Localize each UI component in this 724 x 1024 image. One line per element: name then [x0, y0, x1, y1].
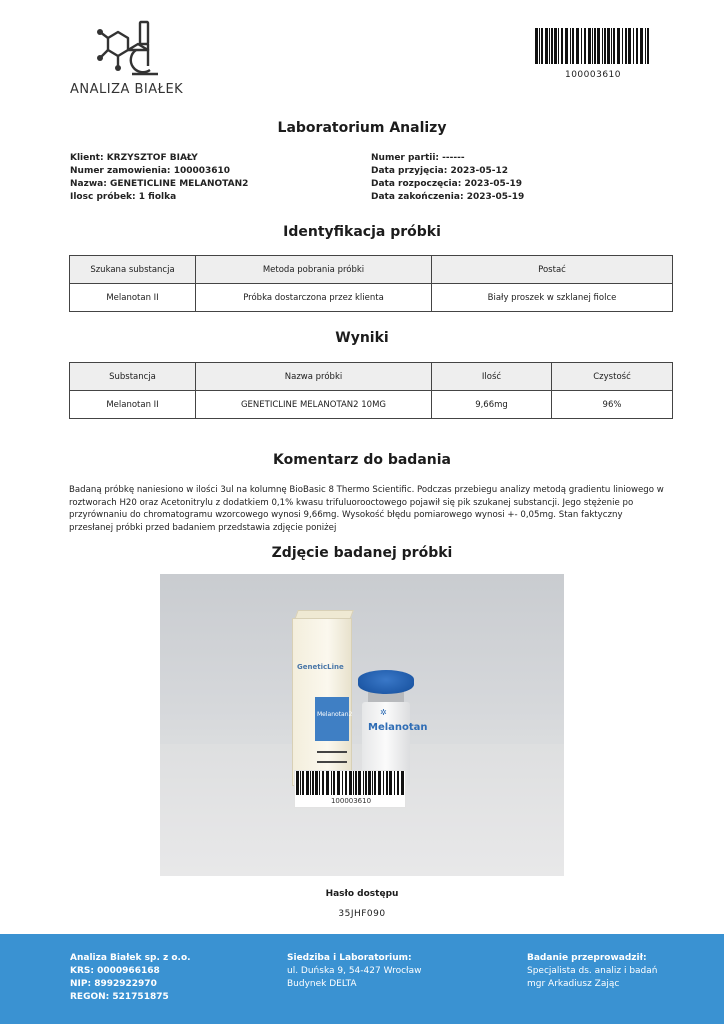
barcode-bar — [342, 771, 343, 795]
product-box — [292, 618, 352, 786]
photo-barcode — [294, 770, 406, 808]
client-row — [70, 152, 248, 165]
logo-text: ANALIZA BIAŁEK — [70, 82, 184, 97]
end-date-value: 2023-05-19 — [466, 192, 525, 202]
company-logo — [62, 18, 192, 102]
barcode-bar — [394, 771, 395, 795]
barcode-bar — [306, 771, 309, 795]
photo-heading: Zdjęcie badanej próbki — [271, 545, 453, 561]
barcode-bar — [319, 771, 320, 795]
batch-number-label: Numer partii: — [371, 153, 440, 163]
footer-company-title: Analiza Białek sp. z o.o. — [70, 953, 191, 963]
client-info — [70, 152, 248, 204]
batch-info — [371, 152, 524, 204]
barcode-bar — [302, 771, 304, 795]
barcode-bar — [551, 28, 553, 64]
footer-company — [70, 952, 191, 1004]
footer-specialist: Specjalista ds. analiz i badań — [527, 966, 658, 976]
barcode-bar — [588, 28, 591, 64]
barcode-bar — [570, 28, 571, 64]
footer-seat-title: Siedziba i Laboratorium: — [287, 953, 412, 963]
table-header-row — [70, 256, 673, 284]
barcode-bar — [333, 771, 335, 795]
barcode-bar — [604, 28, 606, 64]
table-cell: Biały proszek w szklanej fiolce — [432, 284, 673, 312]
barcode-bar — [584, 28, 586, 64]
end-date-label: Data zakończenia: — [371, 192, 464, 202]
received-date-label: Data przyjęcia: — [371, 166, 448, 176]
table-header-cell: Ilość — [432, 363, 552, 391]
table-header-cell: Substancja — [70, 363, 196, 391]
table-header-cell: Czystość — [552, 363, 673, 391]
identification-table — [69, 255, 673, 312]
comment-heading: Komentarz do badania — [272, 452, 451, 468]
barcode-bar — [401, 771, 404, 795]
footer-address: ul. Duńska 9, 54-427 Wrocław — [287, 966, 422, 976]
order-number-row — [70, 165, 248, 178]
table-header-cell: Postać — [432, 256, 673, 284]
barcode-bar — [636, 28, 638, 64]
results-table — [69, 362, 673, 419]
barcode-bar — [315, 771, 318, 795]
barcode-bar — [597, 28, 600, 64]
batch-number-value: ------ — [442, 153, 465, 163]
barcode-bar — [611, 28, 612, 64]
password-value: 35JHF090 — [338, 909, 386, 919]
barcode-bar — [565, 28, 568, 64]
footer-building: Budynek DELTA — [287, 979, 357, 989]
footer-name: mgr Arkadiusz Zając — [527, 979, 620, 989]
footer-performed — [527, 952, 658, 991]
barcode-bar — [541, 28, 543, 64]
barcode — [534, 28, 652, 64]
name-value: GENETICLINE MELANOTAN2 — [109, 179, 249, 189]
box-text-lines — [317, 751, 347, 763]
table-header-cell: Metoda pobrania próbki — [196, 256, 432, 284]
footer-regon: REGON: 521751875 — [70, 992, 169, 1002]
footer — [0, 934, 724, 1024]
start-date-row — [371, 178, 524, 191]
barcode-number: 100003610 — [564, 70, 622, 80]
sample-count-row — [70, 191, 248, 204]
barcode-bar — [572, 28, 574, 64]
order-number-label: Numer zamowienia: — [70, 166, 171, 176]
vial-logo-icon: ✲ — [380, 708, 387, 717]
barcode-bar — [554, 28, 557, 64]
barcode-bar — [389, 771, 392, 795]
sample-count-value: 1 fiolka — [138, 192, 177, 202]
barcode-bar — [561, 28, 563, 64]
barcode-bar — [355, 771, 357, 795]
barcode-bar — [326, 771, 329, 795]
barcode-bar — [617, 28, 620, 64]
barcode-bar — [607, 28, 610, 64]
barcode-bar — [558, 28, 559, 64]
barcode-bar — [358, 771, 361, 795]
barcode-bar — [374, 771, 376, 795]
footer-nip: NIP: 8992922970 — [70, 979, 157, 989]
barcode-bar — [363, 771, 364, 795]
box-label — [315, 697, 353, 741]
results-heading: Wyniki — [335, 330, 389, 346]
sample-count-label: Ilosc próbek: — [70, 192, 136, 202]
vial-cap — [358, 670, 414, 694]
footer-performed-title: Badanie przeprowadził: — [527, 953, 647, 963]
barcode-bar — [622, 28, 623, 64]
barcode-bar — [613, 28, 615, 64]
barcode-bar — [337, 771, 340, 795]
barcode-bar — [594, 28, 596, 64]
barcode-bar — [378, 771, 381, 795]
barcode-bar — [647, 28, 649, 64]
barcode-bar — [581, 28, 582, 64]
barcode-bar — [633, 28, 634, 64]
name-row — [70, 178, 248, 191]
barcode-bar — [628, 28, 631, 64]
barcode-bar — [545, 28, 548, 64]
barcode-bar — [365, 771, 367, 795]
barcode-bar — [397, 771, 399, 795]
start-date-value: 2023-05-19 — [464, 179, 523, 189]
footer-seat — [287, 952, 421, 991]
table-header-cell: Szukana substancja — [70, 256, 196, 284]
barcode-bar — [625, 28, 627, 64]
barcode-bar — [331, 771, 332, 795]
table-cell: Melanotan II — [70, 284, 196, 312]
barcode-bar — [345, 771, 347, 795]
photo-barcode-number: 100003610 — [330, 797, 372, 805]
vial-label: Melanotan — [368, 722, 428, 733]
box-brand: GeneticLine — [297, 663, 344, 671]
molecule-microscope-icon — [96, 20, 160, 78]
password-label: Hasło dostępu — [325, 889, 399, 899]
identification-heading: Identyfikacja próbki — [283, 224, 441, 240]
barcode-bar — [539, 28, 540, 64]
name-label: Nazwa: — [70, 179, 107, 189]
barcode-bar — [549, 28, 550, 64]
barcode-bar — [310, 771, 311, 795]
barcode-bar — [640, 28, 643, 64]
order-number-value: 100003610 — [173, 166, 231, 176]
table-cell: 9,66mg — [432, 391, 552, 419]
barcode-bar — [322, 771, 324, 795]
batch-number-row — [371, 152, 524, 165]
barcode-bar — [383, 771, 384, 795]
received-date-row — [371, 165, 524, 178]
barcode-bar — [300, 771, 301, 795]
table-header-cell: Nazwa próbki — [196, 363, 432, 391]
client-label: Klient: — [70, 153, 104, 163]
barcode-bar — [592, 28, 593, 64]
received-date-value: 2023-05-12 — [450, 166, 509, 176]
barcode-bar — [645, 28, 646, 64]
sample-photo — [160, 574, 564, 876]
barcode-bar — [602, 28, 603, 64]
comment-text: Badaną próbkę naniesiono w ilości 3ul na kolumnę BioBasic 8 Thermo Scientific. Podczas przebiegu analizy metodą gradientu liniowego w roztworach H20 oraz Acetonitrylu z dodatkiem 0,1% kwasu trifuluorooctowego pojawił się pik szukanej substancji. Jego stężenie po przyrównaniu do chromatogramu wzorcowego wynosi 9,66mg. Wysokość błędu pomiarowego wynosi +- 0,05mg. Stan faktyczny przesłanej próbki przed badaniem przedstawia zdjęcie poniżej — [69, 485, 664, 533]
barcode-bar — [296, 771, 299, 795]
barcode-bar — [312, 771, 314, 795]
table-cell: 96% — [552, 391, 673, 419]
footer-krs: KRS: 0000966168 — [70, 966, 160, 976]
client-value: KRZYSZTOF BIAŁY — [106, 153, 198, 163]
photo-barcode-bars — [295, 771, 407, 795]
table-cell: GENETICLINE MELANOTAN2 10MG — [196, 391, 432, 419]
table-row — [70, 391, 673, 419]
barcode-bar — [349, 771, 352, 795]
barcode-bar — [535, 28, 538, 64]
end-date-row — [371, 191, 524, 204]
barcode-bar — [372, 771, 373, 795]
barcode-bar — [576, 28, 579, 64]
table-header-row — [70, 363, 673, 391]
table-row — [70, 284, 673, 312]
start-date-label: Data rozpoczęcia: — [371, 179, 462, 189]
barcode-bar — [353, 771, 354, 795]
barcode-bar — [386, 771, 388, 795]
table-cell: Próbka dostarczona przez klienta — [196, 284, 432, 312]
barcode-bar — [368, 771, 371, 795]
page-title: Laboratorium Analizy — [277, 120, 447, 136]
box-label-text: Melanotan2 — [317, 711, 353, 718]
table-cell: Melanotan II — [70, 391, 196, 419]
